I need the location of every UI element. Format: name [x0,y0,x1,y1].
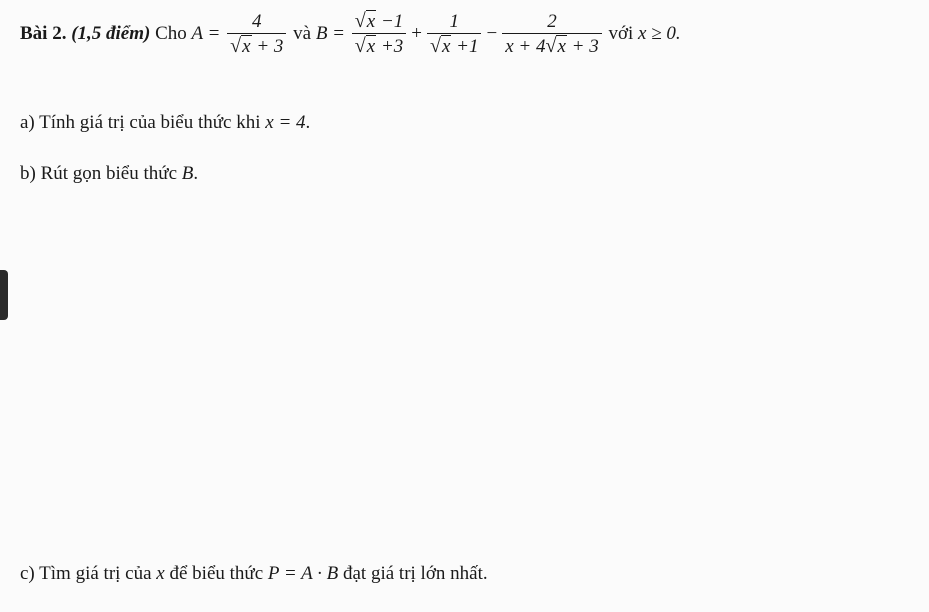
part-c-var: x [156,563,165,584]
and-text: và [293,22,312,44]
condition: x ≥ 0. [638,22,681,44]
fraction-b2: $\frac{1}{√x +1}$ [427,11,482,59]
part-c [20,563,488,585]
part-b: b) Rút gọn biểu thức B. [20,163,199,184]
part-b-math: B [181,163,194,184]
left-edge-mark [0,270,8,320]
expression-a: A = $\frac{4}{√x + 3}$ [192,23,294,44]
intro-text: Cho [155,22,187,44]
with-text: với [608,22,634,44]
part-b-text: b) Rút gọn biểu thức [20,163,178,184]
part-c-math: P = A · B [267,563,339,584]
part-a: a) Tính giá trị của biểu thức khi x = 4. [20,112,311,133]
problem-statement [20,10,681,59]
problem-label: Bài 2. [20,22,67,44]
fraction-b1: $\frac{√x -1}{√x +3}$ [352,10,407,59]
problem-points: (1,5 điểm) [71,22,151,44]
fraction-b3: $\frac{2}{x + 4√x + 3}$ [502,11,602,59]
part-a-math: x = 4 [265,112,306,133]
part-a-text: a) Tính giá trị của biểu thức khi [20,112,261,133]
fraction-a: $\frac{4}{√x + 3}$ [227,11,286,59]
part-c-prefix: c) Tìm giá trị của [20,563,152,584]
part-c-mid: để biểu thức [169,563,264,584]
expression-b: B = $\frac{√x -1}{√x +3}$ + $\frac{1}{√x +1}$ − $\frac{2}{x + 4√x + 3}$ [316,23,609,44]
part-c-suffix: đạt giá trị lớn nhất. [343,563,488,584]
